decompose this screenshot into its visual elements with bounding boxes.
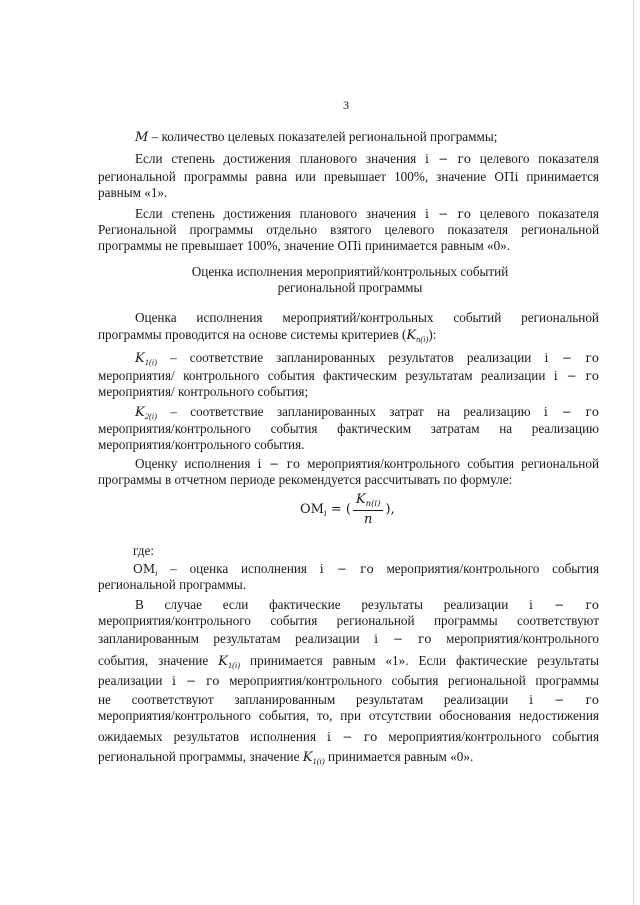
criterion-k1 [135, 350, 599, 370]
paragraph-line [98, 169, 599, 185]
math-i-go: i − го [553, 369, 599, 383]
math-i-go: i − го [319, 562, 374, 576]
text-segment: не соответствуют запланированным результатам реализации [98, 692, 509, 707]
paragraph-line [98, 673, 599, 689]
text-segment: реализации [98, 673, 163, 688]
math-i-go: i − го [424, 207, 471, 221]
paragraph-line [135, 456, 599, 472]
paragraph-line [98, 653, 599, 673]
text-segment: принимается [526, 169, 599, 184]
text-segment: принимается равным «0». [328, 749, 474, 764]
math-k: K [302, 750, 313, 765]
paragraph-line: мероприятия/контрольного события региональной программы соответствуют [98, 613, 599, 628]
math-subscript: 2(i) [144, 411, 157, 421]
text-segment: В случае если фактические результаты реализации [135, 597, 509, 612]
math-i-go: i − го [172, 674, 220, 688]
math-op-i: ОПi [494, 170, 519, 184]
math-i-go: i − го [327, 730, 378, 744]
text-segment: программы проводится на основе системы критериев ( [98, 327, 407, 342]
text-segment: – соответствие запланированных затрат на реализацию [170, 404, 531, 419]
paragraph-line: мероприятия/ контрольного события; [98, 384, 309, 399]
text-segment: Если степень достижения планового значения [135, 151, 417, 166]
section-heading-line2: региональной программы [277, 280, 423, 295]
math-i-go: i − го [529, 598, 599, 612]
paragraph-line [98, 692, 599, 708]
paragraph-m-definition [135, 129, 497, 146]
paragraph-threshold-line [135, 151, 599, 167]
math-i-go: i − го [374, 632, 432, 646]
text-segment: – оценка исполнения [170, 561, 308, 576]
text-segment: события, значение [98, 653, 209, 668]
formula-lhs: ОМ [300, 502, 324, 517]
math-subscript: n(i) [416, 334, 429, 344]
math-subscript: 1(i) [312, 756, 325, 766]
math-subscript: 1(i) [144, 357, 157, 367]
text-segment: принимается равным «1». Если фактические результаты [250, 653, 600, 668]
paragraph-line: мероприятия/контрольного события. [98, 437, 305, 452]
math-symbol-m: M [135, 130, 149, 145]
paragraph-line: Региональной программы отдельно взятого целевого показателя региональной [98, 222, 599, 237]
where-label: где: [133, 543, 154, 558]
paragraph-line: мероприятия/контрольного события фактическим затратам на реализацию [98, 421, 599, 436]
math-i-go: i − го [544, 351, 600, 365]
text-segment: целевого показателя [479, 151, 599, 166]
paragraph-line: равным «1». [98, 185, 168, 200]
fraction-numerator [353, 492, 384, 511]
m-definition-text: – количество целевых показателей региональной программы; [148, 129, 498, 144]
paragraph-line [135, 597, 599, 613]
text-segment: мероприятия/контрольного [446, 631, 599, 646]
paragraph-line [98, 729, 599, 745]
paragraph-line [98, 631, 599, 647]
paragraph-line [98, 368, 599, 384]
paragraph-line: программы в отчетном периоде рекомендуется рассчитывать по формуле: [98, 472, 513, 487]
section-heading-line1: Оценка исполнения мероприятий/контрольных событий [191, 264, 509, 279]
paragraph-line [98, 749, 473, 769]
math-op-i: ОПi [337, 239, 362, 253]
text-segment: мероприятия/контрольного события [386, 561, 600, 576]
math-i-go: i − го [529, 693, 599, 707]
math-subscript: i [323, 509, 327, 519]
math-k-n: K [406, 328, 417, 343]
fraction-denominator: n [364, 512, 373, 527]
page-edge [633, 0, 634, 905]
formula-om [300, 492, 395, 527]
paragraph-line: мероприятия/контрольного события, то, при отсутствии обоснования недостижения [98, 708, 599, 723]
text-segment: Оценку исполнения [135, 456, 251, 471]
text-segment: – соответствие запланированных результатов реализации [170, 350, 532, 365]
text-segment: региональной программы равна или превышает 100%, значение [98, 169, 487, 184]
math-subscript: n(i) [365, 499, 381, 509]
text-segment: запланированным результатам реализации [98, 631, 360, 646]
text-segment: мероприятия/контрольного события [388, 729, 600, 744]
math-om: ОМ [133, 562, 156, 576]
text-segment: мероприятия/контрольного события региональной [307, 456, 600, 471]
math-k: K [218, 654, 228, 669]
text-segment: мероприятия/ контрольного события фактическим результатам реализации [98, 368, 546, 383]
paragraph-line: Оценка исполнения мероприятий/контрольных событий региональной [135, 310, 599, 325]
math-i-go: i − го [424, 152, 471, 166]
formula-eq: = ( [326, 502, 351, 517]
text-segment: принимается равным «0». [364, 238, 511, 253]
paragraph-line: региональной программы. [98, 577, 247, 592]
text-segment: ожидаемых результатов исполнения [98, 729, 317, 744]
page-number: 3 [343, 98, 349, 112]
text-segment: ): [428, 327, 437, 342]
math-i-go: i − го [257, 457, 301, 471]
text-segment: программы не превышает 100%, значение [98, 238, 335, 253]
formula-fraction [353, 492, 384, 527]
paragraph-line [98, 238, 510, 254]
text-segment: мероприятия/контрольного события региональной программы [229, 673, 600, 688]
math-i-go: i − го [543, 405, 599, 419]
text-segment: Если степень достижения планового значения [135, 206, 417, 221]
math-k: K [355, 492, 366, 507]
math-k: K [135, 405, 145, 420]
formula-tail: ), [385, 502, 395, 517]
math-subscript: 1(i) [227, 660, 241, 670]
text-segment: региональной программы, значение [98, 749, 300, 764]
math-subscript: i [155, 568, 158, 578]
paragraph-line [98, 327, 436, 347]
math-k: K [135, 351, 145, 366]
paragraph-line [135, 206, 599, 222]
text-segment: целевого показателя [479, 206, 599, 221]
